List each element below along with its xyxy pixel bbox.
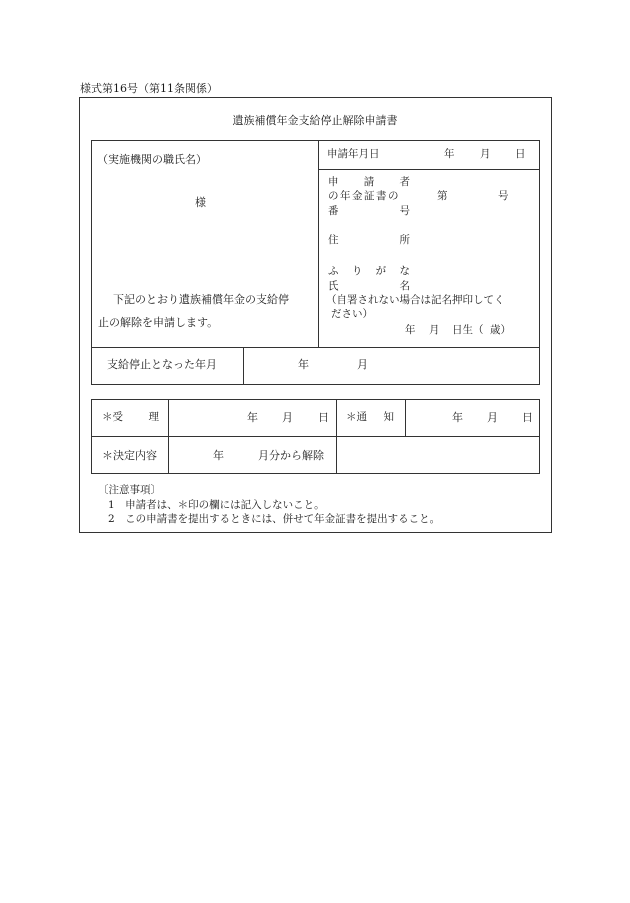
decision-text: 月分から解除 (258, 449, 324, 462)
furigana-label: ふ り が な (328, 265, 410, 277)
form-title: 遺族補償年金支給停止解除申請書 (232, 114, 398, 127)
birth-year[interactable]: 年 (405, 324, 416, 336)
suspension-row-divider (91, 347, 540, 348)
pension-label-line-1: 申 請 者 (328, 176, 410, 188)
pension-number-suffix: 号 (498, 190, 509, 202)
application-date-month[interactable]: 月 (480, 148, 491, 160)
receipt-day: 日 (318, 411, 329, 424)
office-mid-divider (336, 399, 337, 474)
notes-heading: 〔注意事項〕 (98, 484, 161, 496)
application-date-day[interactable]: 日 (515, 148, 526, 160)
application-table (91, 140, 540, 385)
institution-label: （実施機関の職氏名） (97, 153, 207, 166)
decision-year: 年 (213, 449, 224, 462)
office-label-divider (168, 399, 169, 474)
decision-label: ＊決定内容 (102, 449, 157, 462)
pension-label-line-3: 番 号 (328, 205, 410, 217)
notice-year: 年 (452, 411, 463, 424)
name-note-line-1: （自署されない場合は記名押印してく (326, 294, 505, 306)
note-item: 1 申請者は、＊印の欄には記入しないこと。 (108, 499, 325, 511)
application-date-label: 申請年月日 (327, 148, 380, 160)
suspension-year[interactable]: 年 (298, 358, 309, 371)
application-divider (318, 140, 319, 347)
receipt-label: ＊受 理 (102, 411, 159, 423)
receipt-year: 年 (247, 411, 258, 424)
address-label: 住 所 (328, 234, 410, 246)
notice-label-divider (405, 399, 406, 436)
suspension-divider (243, 347, 244, 385)
notice-label: ＊通 知 (346, 411, 394, 423)
receipt-month: 月 (282, 411, 293, 424)
name-note-line-2: ださい） (331, 308, 373, 320)
office-row-divider (91, 436, 540, 437)
pension-label-line-2: の年金証書の (328, 190, 400, 202)
application-date-year[interactable]: 年 (444, 148, 455, 160)
notice-day: 日 (522, 411, 533, 424)
statement-line-2: 止の解除を申請します。 (98, 316, 219, 329)
age-field[interactable]: 歳） (490, 324, 511, 336)
note-item: 2 この申請書を提出するときには、併せて年金証書を提出すること。 (108, 513, 441, 525)
suspension-label: 支給停止となった年月 (107, 358, 217, 371)
notice-month: 月 (487, 411, 498, 424)
name-label: 氏 名 (328, 280, 410, 292)
statement-line-1: 下記のとおり遺族補償年金の支給停 (113, 293, 289, 306)
birth-month[interactable]: 月 (429, 324, 440, 336)
pension-number-prefix: 第 (437, 190, 448, 202)
suspension-month[interactable]: 月 (357, 358, 368, 371)
birth-day[interactable]: 日生（ (452, 324, 484, 336)
form-number-label: 様式第16号（第11条関係） (80, 82, 218, 95)
date-row-divider (318, 169, 540, 170)
honorific-sama: 様 (195, 196, 206, 209)
